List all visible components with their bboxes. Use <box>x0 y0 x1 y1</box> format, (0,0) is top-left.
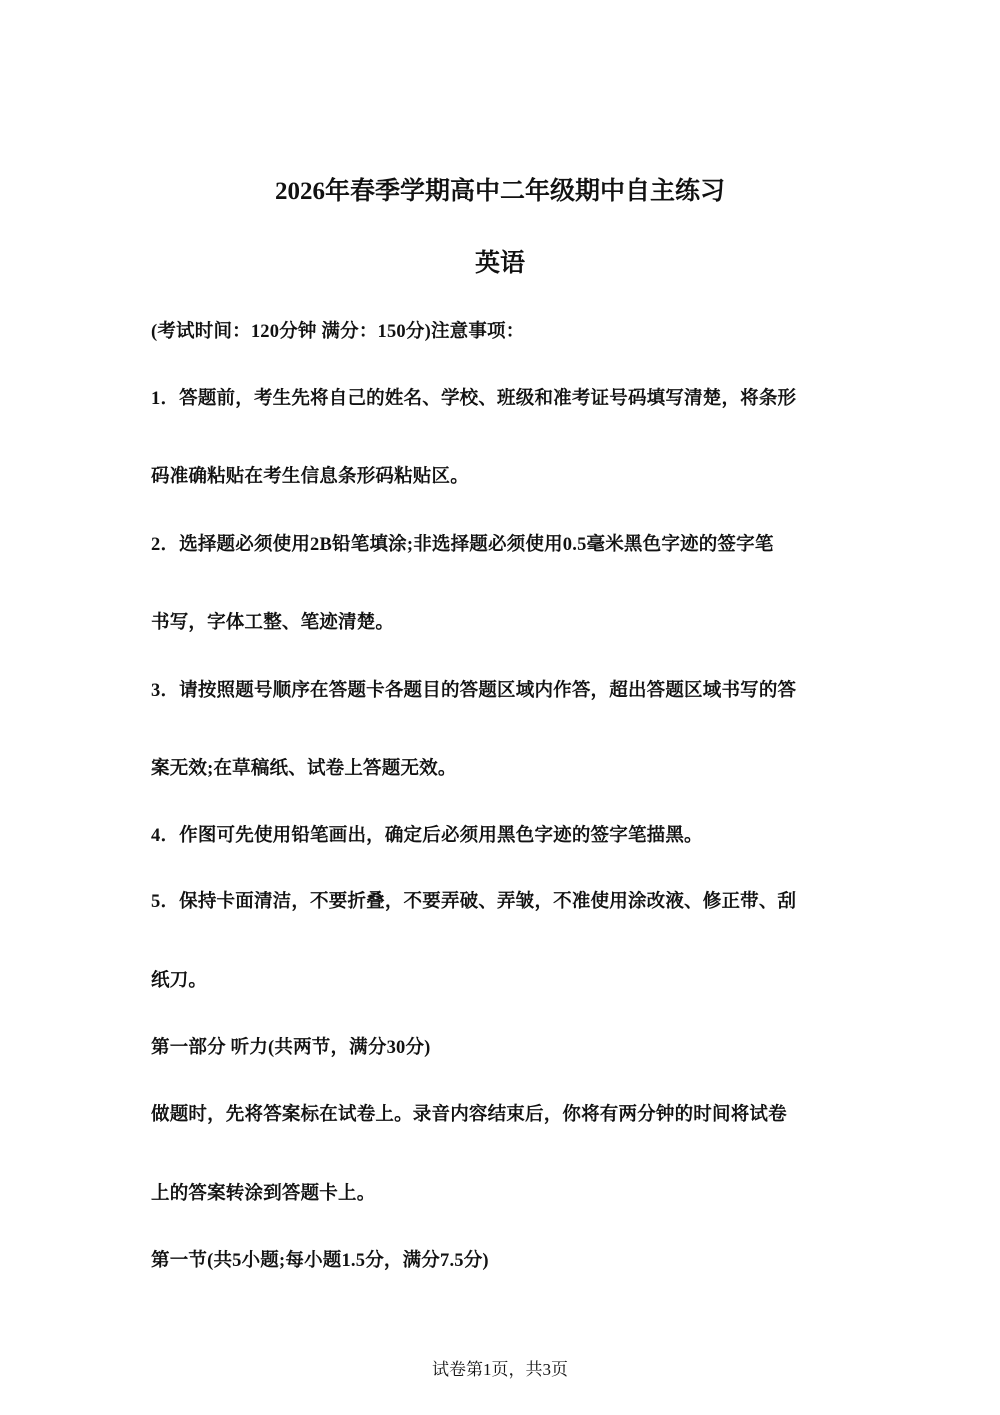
subject-heading: 英语 <box>474 250 525 277</box>
part-one-heading: 第一部分 听力(共两节，满分30分) <box>151 1038 431 1058</box>
instruction-line: 1．答题前，考生先将自己的姓名、学校、班级和准考证号码填写清楚，将条形 <box>151 389 797 409</box>
instruction-line: 案无效;在草稿纸、试卷上答题无效。 <box>151 759 457 779</box>
instruction-line: 纸刀。 <box>151 971 208 991</box>
instruction-line: 码准确粘贴在考生信息条形码粘贴区。 <box>151 467 469 487</box>
exam-info: (考试时间：120分钟 满分：150分)注意事项： <box>151 322 525 342</box>
part-one-note-line: 做题时，先将答案标在试卷上。录音内容结束后，你将有两分钟的时间将试卷 <box>151 1105 787 1125</box>
instruction-line: 4．作图可先使用铅笔画出，确定后必须用黑色字迹的签字笔描黑。 <box>151 826 703 846</box>
section-one-heading: 第一节(共5小题;每小题1.5分，满分7.5分) <box>151 1251 489 1271</box>
instruction-line: 2．选择题必须使用2B铅笔填涂;非选择题必须使用0.5毫米黑色字迹的签字笔 <box>151 535 774 555</box>
instruction-line: 书写，字体工整、笔迹清楚。 <box>151 613 395 633</box>
page-footer: 试卷第1页，共3页 <box>432 1360 568 1379</box>
instruction-line: 5．保持卡面清洁，不要折叠，不要弄破、弄皱，不准使用涂改液、修正带、刮 <box>151 892 797 912</box>
instruction-line: 3．请按照题号顺序在答题卡各题目的答题区域内作答，超出答题区域书写的答 <box>151 681 797 701</box>
part-one-note-line: 上的答案转涂到答题卡上。 <box>151 1184 376 1204</box>
document-title: 2026年春季学期高中二年级期中自主练习 <box>274 178 725 205</box>
